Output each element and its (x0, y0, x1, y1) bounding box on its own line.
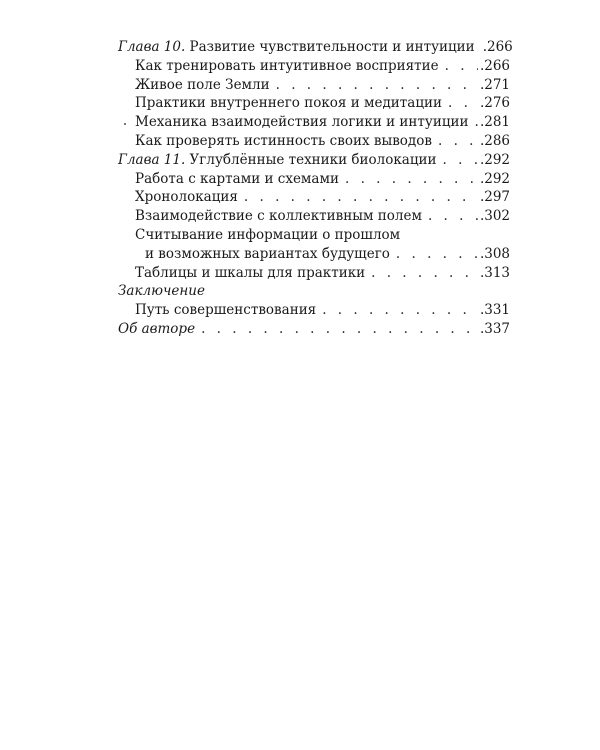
table-of-contents (118, 38, 513, 339)
toc-entry-title: Как проверять истинность своих выводов (135, 132, 432, 149)
toc-entry[interactable] (118, 132, 510, 151)
toc-entry-title: Путь совершенствования (135, 302, 317, 319)
page-number: .292 (479, 151, 510, 168)
toc-entry-title: Считывание информации о прошлом (135, 226, 401, 243)
section-title: Заключение (118, 283, 205, 300)
dot-leader (244, 188, 478, 207)
page-number: .286 (479, 132, 510, 149)
toc-entry[interactable] (118, 76, 510, 95)
section-title: Об авторе (118, 320, 196, 337)
toc-entry-title: Хронолокация (135, 189, 238, 206)
toc-entry-title: Работа с картами и схемами (135, 170, 339, 187)
dot-leader (322, 301, 478, 320)
page-number: .266 (479, 57, 510, 74)
dot-leader (276, 76, 478, 95)
scan-speck (124, 123, 126, 125)
toc-entry-label (118, 320, 195, 339)
toc-entry[interactable] (118, 113, 510, 132)
page-number: .337 (479, 320, 510, 337)
page-number: .308 (479, 245, 510, 262)
page-number: .271 (479, 76, 510, 93)
page-number: .297 (479, 189, 510, 206)
page-number: .276 (479, 95, 510, 112)
toc-entry-title: Практики внутреннего покоя и медитации (135, 95, 442, 112)
toc-entry-first-line[interactable] (118, 226, 510, 245)
toc-entry-continuation[interactable] (118, 245, 510, 264)
toc-entry[interactable] (118, 188, 510, 207)
dot-leader (345, 170, 478, 189)
page-number: .292 (479, 170, 510, 187)
toc-entry[interactable] (118, 94, 510, 113)
dot-leader (371, 264, 478, 283)
toc-entry[interactable] (118, 264, 510, 283)
toc-entry[interactable] (118, 207, 510, 226)
toc-entry-label (118, 282, 205, 301)
toc-entry[interactable] (118, 57, 510, 76)
toc-entry-title: и возможных вариантах будущего (145, 245, 390, 262)
toc-entry-about-author[interactable] (118, 320, 510, 339)
toc-entry-title: Механика взаимодействия логики и интуиции (135, 114, 469, 131)
toc-entry-chapter-11[interactable] (118, 151, 510, 170)
toc-entry-label (118, 151, 437, 170)
toc-entry-chapter-10[interactable] (118, 38, 513, 57)
toc-entry-title: Как тренировать интуитивное восприятие (135, 57, 439, 74)
page-number: .331 (479, 302, 510, 319)
chapter-title: Углублённые техники биолокации (189, 151, 437, 168)
dot-leader (448, 94, 478, 113)
dot-leader (443, 151, 478, 170)
chapter-number: Глава 10. (118, 39, 186, 55)
dot-leader (396, 245, 478, 264)
dot-leader (201, 320, 478, 339)
dot-leader (475, 113, 478, 132)
toc-entry[interactable] (118, 170, 510, 189)
dot-leader (438, 132, 478, 151)
toc-entry[interactable] (118, 301, 510, 320)
chapter-number: Глава 11. (118, 151, 186, 168)
toc-entry-title: Взаимодействие с коллективным полем (135, 208, 422, 225)
toc-entry-label (118, 38, 475, 57)
page-number: .266 (482, 39, 513, 55)
toc-entry-title: Живое поле Земли (135, 76, 270, 93)
page-number: .302 (479, 208, 510, 225)
dot-leader (428, 207, 478, 226)
page-number: .313 (479, 264, 510, 281)
toc-entry-title: Таблицы и шкалы для практики (135, 264, 366, 281)
page-number: .281 (479, 114, 510, 131)
chapter-title: Развитие чувствительности и интуиции (189, 39, 475, 55)
dot-leader (445, 57, 478, 76)
toc-heading-conclusion[interactable] (118, 282, 510, 301)
